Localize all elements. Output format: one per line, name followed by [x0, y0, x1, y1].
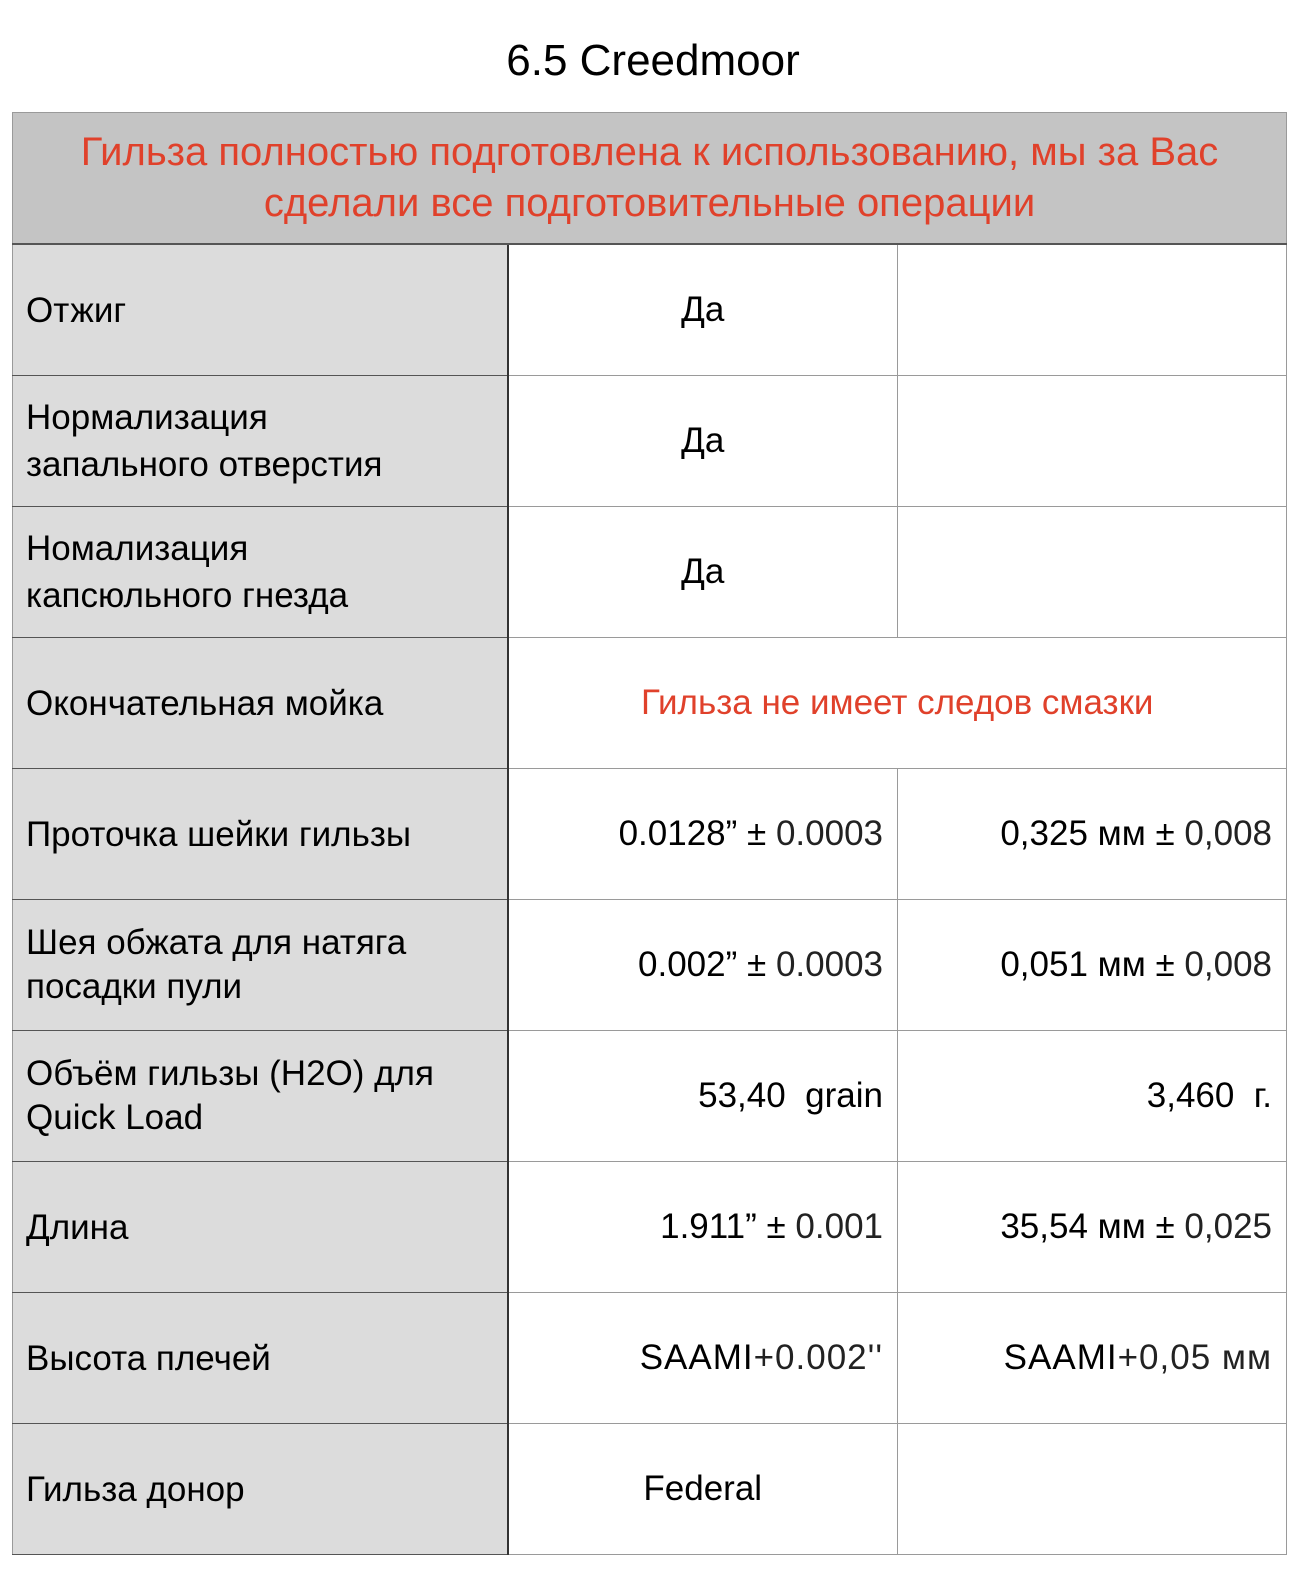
page-title: 6.5 Creedmoor	[506, 36, 800, 85]
value-main: 1.911” ±	[660, 1207, 786, 1246]
value-tolerance: 0.001	[785, 1207, 883, 1246]
row-label: Проточка шейки гильзы	[13, 769, 508, 900]
value-tolerance: 0,008	[1174, 814, 1273, 853]
value-main: 35,54 мм ±	[1000, 1207, 1175, 1246]
table-row	[13, 376, 1287, 507]
row-label: Нормализация запального отверстия	[13, 376, 508, 507]
value-cell: Да	[508, 376, 898, 507]
value-cell	[898, 507, 1287, 638]
value-main: SAAMI	[1003, 1338, 1118, 1377]
row-label: Объём гильзы (H2O) для Quick Load	[13, 1031, 508, 1162]
value-tolerance: +0.002''	[753, 1338, 883, 1377]
value-main: 0,051 мм ±	[1000, 945, 1175, 984]
value-main: 0.0128” ±	[618, 814, 767, 853]
value-cell	[898, 376, 1287, 507]
value-cell	[898, 769, 1287, 900]
table-row	[13, 769, 1287, 900]
value-cell	[508, 900, 898, 1031]
value-cell	[508, 1162, 898, 1293]
table-row	[13, 1031, 1287, 1162]
table-row	[13, 244, 1287, 376]
value-cell	[508, 1293, 898, 1424]
row-label: Номализация капсюльного гнезда	[13, 507, 508, 638]
merged-value-cell: Гильза не имеет следов смазки	[508, 638, 1287, 769]
value-tolerance: 0,025	[1174, 1207, 1273, 1246]
table-row	[13, 1162, 1287, 1293]
value-main: 53,40 grain	[698, 1076, 883, 1115]
row-label: Высота плечей	[13, 1293, 508, 1424]
value-main: 0.002” ±	[638, 945, 767, 984]
table-row	[13, 1424, 1287, 1555]
value-tolerance: 0.0003	[766, 945, 883, 984]
value-cell	[898, 244, 1287, 376]
value-tolerance: 0.0003	[766, 814, 883, 853]
value-tolerance: 0,008	[1174, 945, 1273, 984]
value-cell	[508, 1031, 898, 1162]
row-label: Отжиг	[13, 244, 508, 376]
value-cell	[898, 1424, 1287, 1555]
value-cell	[508, 769, 898, 900]
value-cell: Да	[508, 244, 898, 376]
spec-table	[12, 112, 1287, 1555]
table-row	[13, 1293, 1287, 1424]
row-label: Гильза донор	[13, 1424, 508, 1555]
value-cell	[898, 1293, 1287, 1424]
row-label: Шея обжата для натяга посадки пули	[13, 900, 508, 1031]
value-cell: Federal	[508, 1424, 898, 1555]
value-cell: Да	[508, 507, 898, 638]
row-label: Длина	[13, 1162, 508, 1293]
value-cell	[898, 1031, 1287, 1162]
value-cell	[898, 900, 1287, 1031]
row-label: Окончательная мойка	[13, 638, 508, 769]
value-main: 3,460 г.	[1146, 1076, 1273, 1115]
table-row	[13, 900, 1287, 1031]
value-main: 0,325 мм ±	[1000, 814, 1175, 853]
value-main: SAAMI	[639, 1338, 754, 1377]
banner: Гильза полностью подготовлена к использованию, мы за Вас сделали все подготовительные операции	[13, 113, 1287, 245]
value-tolerance: +0,05 мм	[1117, 1338, 1273, 1377]
table-row	[13, 638, 1287, 769]
value-cell	[898, 1162, 1287, 1293]
table-row	[13, 507, 1287, 638]
